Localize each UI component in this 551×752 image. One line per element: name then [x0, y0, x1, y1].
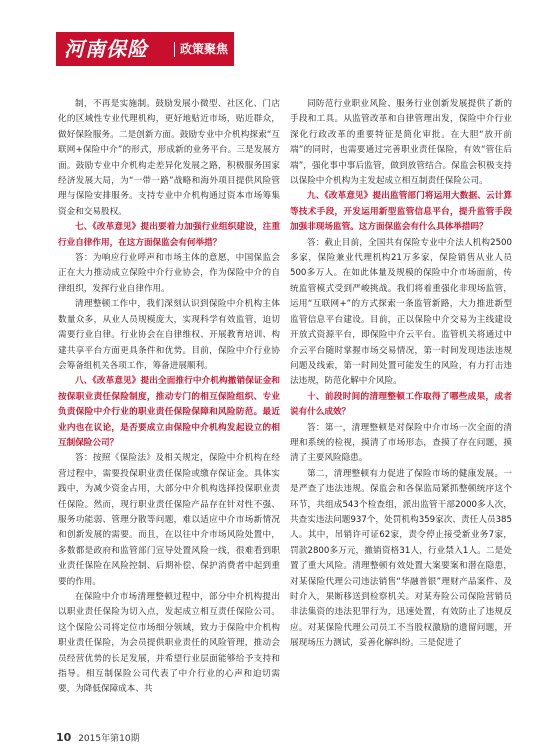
answer-paragraph: 答：第一，清理整顿是对保险中介市场一次全面的清理和系统的检视，摸清了市场形态，查摸了存在问题，摸清了主要风险隐患。 — [290, 422, 512, 464]
banner-divider — [174, 42, 175, 57]
answer-paragraph: 答：按照《保险法》及相关规定，保险中介机构在经营过程中，需要投保职业责任保险或缴存保证金。具体实践中，为减少资金占用，大部分中介机构选择投保职业责任保险。然而，现行职业责任保险产品存在针对性不强、服务功能弱、管理分散等问题，难以适应中介市场新情况和创新发展的需要。而且，在以往中介市场风险处置中，多数都是政府和监管部门宣导处置风险一线，很难看到职业责任保险在风险控制、后期补偿、保护消费者中起到重要的作用。 — [58, 453, 280, 587]
paragraph: 清理整顿工作中，我们深刻认识到保险中介机构主体数量众多，从业人员规模庞大，实现科学有效监管，迫切需要行业自律。行业协会在自律维权、开展教育培训、构建共享平台方面更具条件和优势。目前，保险中介行业协会筹备组机关各项工作，筹备进展顺利。 — [58, 299, 280, 371]
question-heading: 七、《改革意见》提出要着力加强行业组织建设，注重行业自律作用，在这方面保监会有何举措？ — [58, 222, 280, 248]
answer-paragraph: 答：为响应行业呼声和市场主体的意愿，中国保监会正在大力推动成立保险中介行业协会，作为保险中介的自律组织，发挥行业自律作用。 — [58, 253, 280, 294]
question-heading: 十、前段时间的清理整顿工作取得了哪些成果，成者说有什么成效？ — [290, 391, 512, 418]
page-footer — [56, 731, 140, 744]
paragraph: 制，不再是实施制。鼓励发展小微型、社区化、门店化的区域性专业代理机构，更好地贴近市场，贴近群众，做好保险服务。二是创新方面。鼓励专业中介机构探索“互联网+保险中介”的形式，形成新的业务平台。三是发展方面。鼓励专业中介机构走差异化发展之路，积极服务国家经济发展大局，为“一带一路”战略和海外项目提供风险管理与保险安排服务。支持专业中介机构通过资本市场筹集资金和交易股权。 — [58, 99, 280, 217]
page-number: 10 — [56, 731, 72, 744]
paragraph: 在保险中介市场清理整顿过程中，部分中介机构提出以职业责任保险为切入点，发起成立相互责任保险公司。这个保险公司将定位市场细分领域，致力于保险中介机构职业责任保险，为会员提供职业责任的风险管理，推动会员经营优势的长足发展，并希望行业层面能够给予支持和指导。相互制保险公司代表了中介行业的心声和迫切需要，为降低保障成本、共 — [58, 592, 280, 695]
question-heading: 九、《改革意见》提出监管部门将运用大数据、云计算等技术手段，开发运用新型监管信息平台，提升监管手段加强非现场监管。这方面保监会有什么具体举措吗？ — [290, 191, 512, 233]
answer-paragraph: 答：截止目前，全国共有保险专业中介法人机构2500多家，保险兼业代理机构21万多家，保险销售从业人员500多万人。在如此体量及规模的保险中介市场面前，传统监管模式受到严峻挑战。我们将着重强化非现场监管，运用“互联网+”的方式探索一条监管新路，大力推进新型监管信息平台建设。目前，正以保险中介交易为主线建设开放式资源平台，即保险中介云平台。监管机关将通过中介云平台随时掌握市场交易情况，第一时间发现违法违规问题及线索，第一时间处置可能发生的风险，有力打击违法违规，防范化解中介风险。 — [290, 237, 512, 387]
magazine-logo: 河南保险 — [64, 37, 148, 61]
header-banner — [56, 32, 234, 66]
paragraph: 同防范行业职业风险、服务行业创新发展提供了新的手段和工具。从监管改革和自律管理出发，保险中介行业深化行政改革的重要特征是简化审批。在大胆“放开前端”的同时，也需要通过完善职业责任保险，有效“管住后端”，强化事中事后监管，做到放管结合。保监会积极支持以保险中介机构为主发起成立相互制责任保险公司。 — [290, 99, 512, 187]
issue-label: 2015年第10期 — [78, 734, 140, 744]
left-column — [58, 97, 280, 698]
right-column — [290, 97, 512, 652]
paragraph: 第二，清理整顿有力促进了保险市场的健康发展。一是严查了违法违规。保监会和各保监局紧抓整顿统序这个环节，共组成543个检查组，派出监管干部2000多人次，共查实违法问题937个，处罚机构359家次、责任人员385人。其中，吊销许可证62家，责令停止接受新业务7家，罚款2800多万元，撤销资格31人，行业禁入1人。二是处置了重大风险。清理整顿有效处置大案要案和潜在隐患，对某保险代理公司违法销售“华融普银”理财产品案件、及时介入，果断移送到检察机关。对某寿险公司保险营销员非法集资的违法犯罪行为，迅速处置，有效防止了违规反应。对某保险代理公司员工不当股权激励的遗留问题，开展现场压力测试，妥善化解纠纷。三是促进了 — [290, 468, 512, 649]
page-header — [0, 0, 551, 92]
section-title: 政策聚焦 — [180, 42, 229, 56]
question-heading: 八、《改革意见》提出全面推行中介机构撤销保证金和按保职业责任保险制度，推动专门的相互保险组织、专业负责保险中介行业的职业责任保险保障和风险防范。最近业内也在议论，是否要成立由保险中介机构发起设立的相互制保险公司？ — [58, 376, 280, 448]
